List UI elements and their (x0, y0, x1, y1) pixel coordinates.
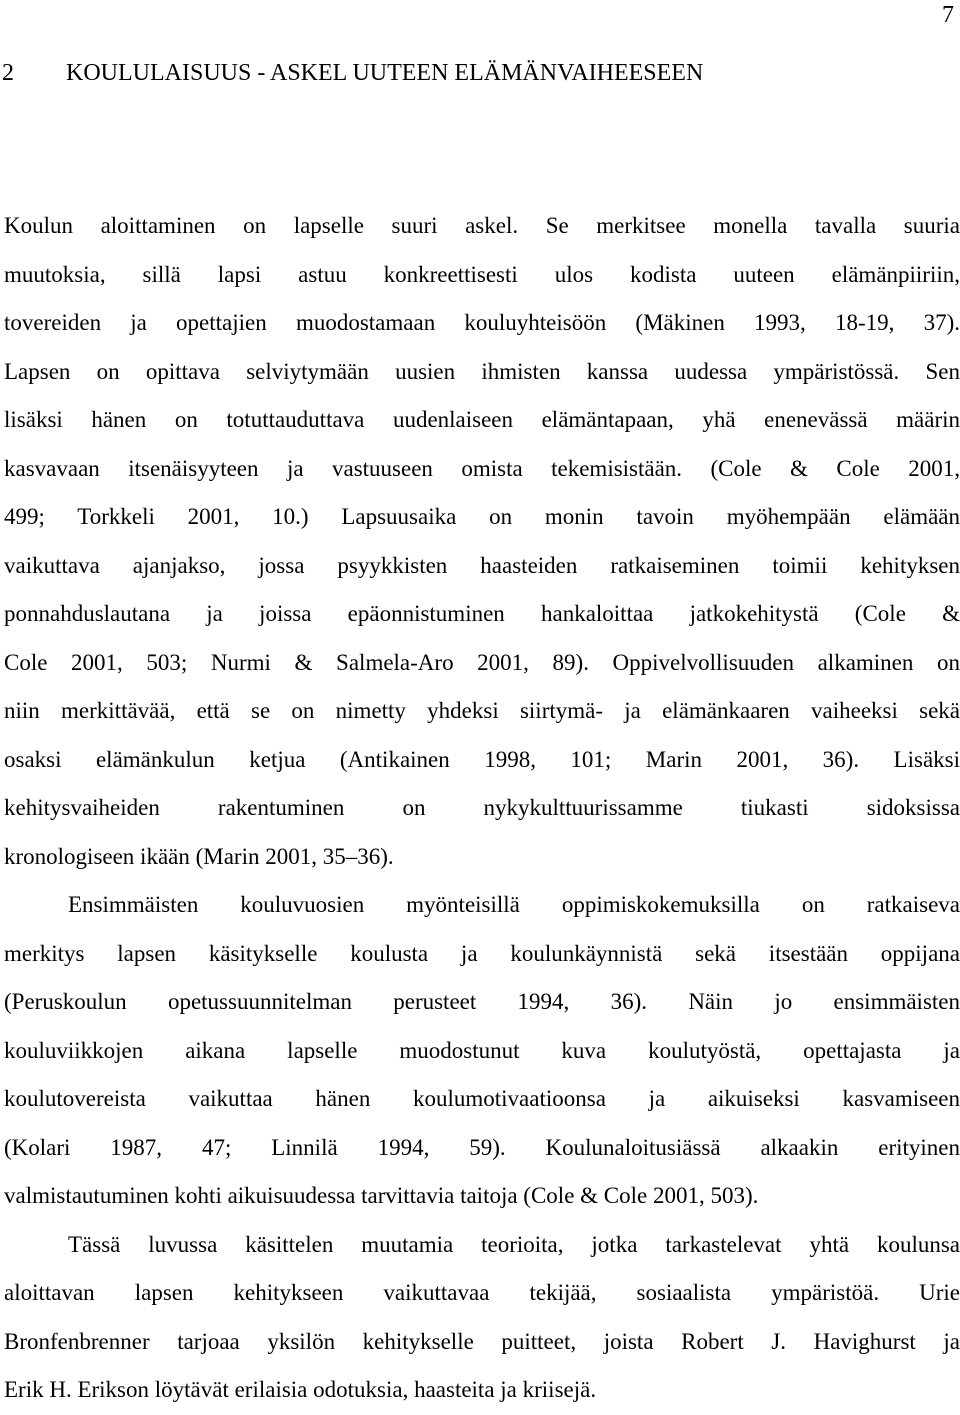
text-line: niin merkittävää, että se on nimetty yhdeksi siirtymä- ja elämänkaaren vaiheeksi sekä (4, 698, 960, 723)
page-number: 7 (942, 2, 954, 28)
text-line: aloittavan lapsen kehitykseen vaikuttavaa tekijää, sosiaalista ympäristöä. Urie (4, 1280, 960, 1305)
chapter-heading (2, 58, 703, 88)
text-line: valmistautuminen kohti aikuisuudessa tarvittavia taitoja (Cole & Cole 2001, 503). (4, 1183, 759, 1208)
text-line: kouluviikkojen aikana lapselle muodostunut kuva koulutyöstä, opettajasta ja (4, 1037, 960, 1063)
paragraph-3 (4, 1221, 960, 1415)
text-line: Cole 2001, 503; Nurmi & Salmela-Aro 2001, 89). Oppivelvollisuuden alkaminen on (4, 649, 960, 675)
text-line: lisäksi hänen on totuttauduttava uudenlaiseen elämäntapaan, yhä enenevässä määrin (4, 407, 960, 432)
text-line: Erik H. Erikson löytävät erilaisia odotuksia, haasteita ja kriisejä. (4, 1377, 597, 1402)
paragraph-2 (4, 881, 960, 1221)
text-line: Koulun aloittaminen on lapselle suuri askel. Se merkitsee monella tavalla suuria (4, 213, 960, 238)
text-line: kehitysvaiheiden rakentuminen on nykykulttuurissamme tiukasti sidoksissa (4, 795, 960, 820)
text-line: kasvavaan itsenäisyyteen ja vastuuseen omista tekemisistään. (Cole & Cole 2001, (4, 455, 960, 481)
text-line: koulutovereista vaikuttaa hänen koulumotivaatioonsa ja aikuiseksi kasvamiseen (4, 1086, 960, 1111)
text-line: Ensimmäisten kouluvuosien myönteisillä oppimiskokemuksilla on ratkaiseva (68, 892, 960, 917)
paragraph-1 (4, 202, 960, 881)
text-line: Bronfenbrenner tarjoaa yksilön kehitykselle puitteet, joista Robert J. Havighurst ja (4, 1328, 960, 1354)
text-line: (Peruskoulun opetussuunnitelman perusteet 1994, 36). Näin jo ensimmäisten (4, 989, 960, 1014)
text-line: kronologiseen ikään (Marin 2001, 35–36). (4, 843, 394, 869)
text-line: 499; Torkkeli 2001, 10.) Lapsuusaika on monin tavoin myöhempään elämään (4, 504, 960, 529)
text-line: osaksi elämänkulun ketjua (Antikainen 1998, 101; Marin 2001, 36). Lisäksi (4, 746, 960, 772)
body-text (4, 202, 960, 1415)
text-line: ponnahduslautana ja joissa epäonnistuminen hankaloittaa jatkokehitystä (Cole & (4, 601, 960, 626)
text-line: Lapsen on opittava selviytymään uusien ihmisten kanssa uudessa ympäristössä. Sen (4, 358, 960, 384)
text-line: (Kolari 1987, 47; Linnilä 1994, 59). Koulunaloitusiässä alkaakin erityinen (4, 1134, 960, 1160)
chapter-title: KOULULAISUUS - ASKEL UUTEEN ELÄMÄNVAIHEESEEN (66, 60, 704, 86)
text-line: merkitys lapsen käsitykselle koulusta ja koulunkäynnistä sekä itsestään oppijana (4, 940, 960, 966)
text-line: tovereiden ja opettajien muodostamaan kouluyhteisöön (Mäkinen 1993, 18-19, 37). (4, 310, 960, 335)
text-line: muutoksia, sillä lapsi astuu konkreettisesti ulos kodista uuteen elämänpiiriin, (4, 261, 960, 287)
text-line: vaikuttava ajanjakso, jossa psyykkisten haasteiden ratkaiseminen toimii kehityksen (4, 552, 960, 578)
chapter-number: 2 (2, 60, 14, 86)
text-line: Tässä luvussa käsittelen muutamia teorioita, jotka tarkastelevat yhtä koulunsa (68, 1231, 960, 1257)
